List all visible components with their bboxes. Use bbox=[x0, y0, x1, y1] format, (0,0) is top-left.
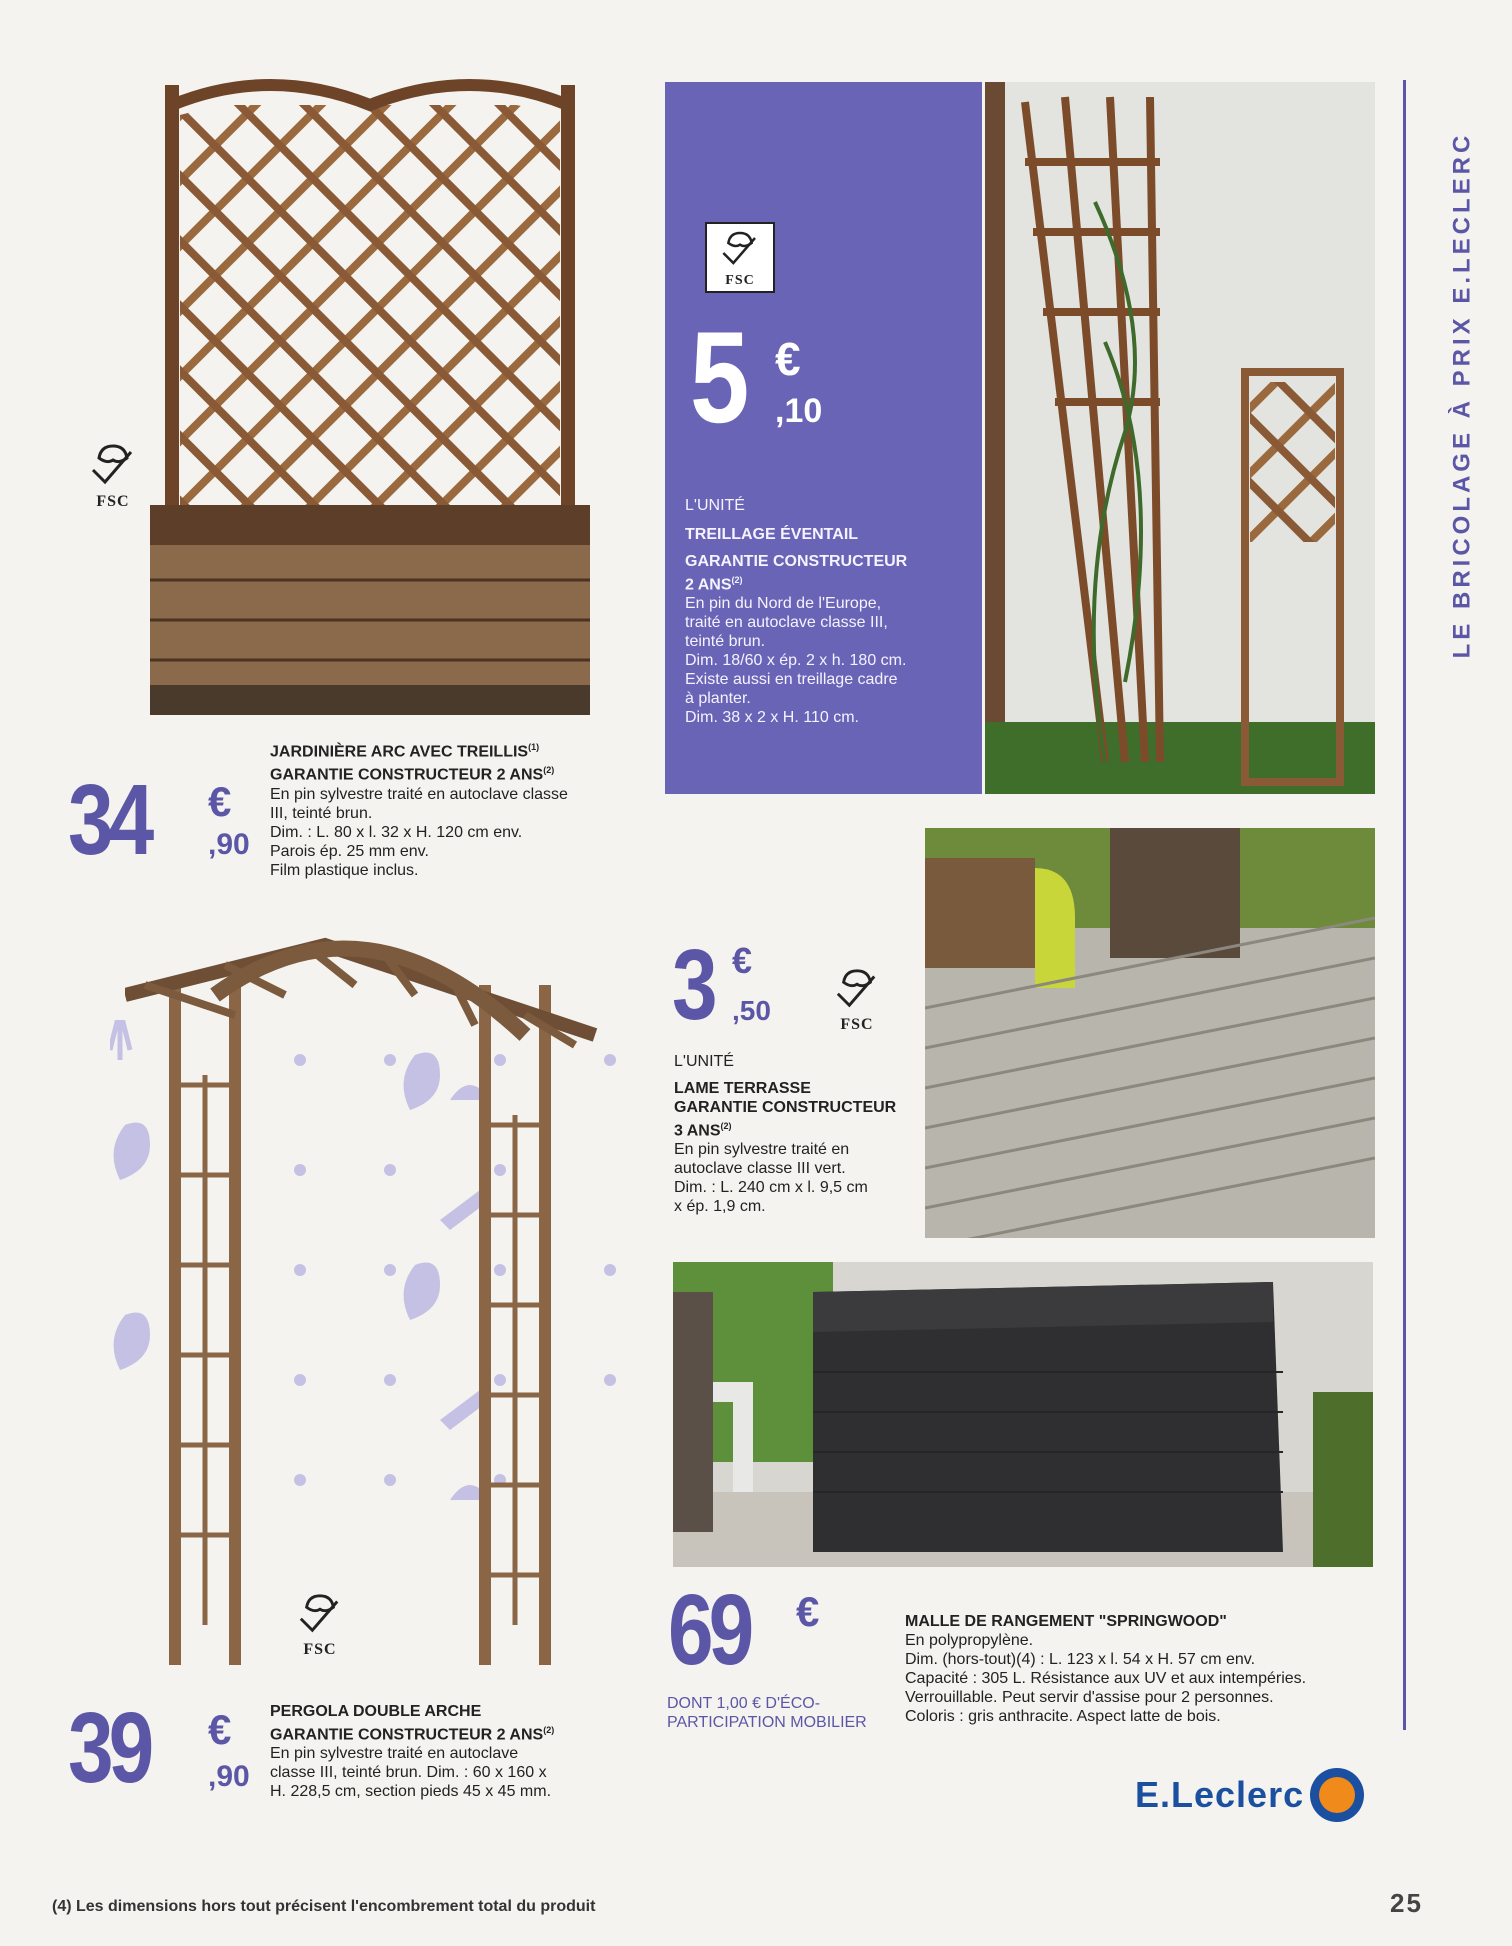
leclerc-logo: E.Leclerc bbox=[1135, 1768, 1364, 1822]
fsc-logo: FSC bbox=[705, 222, 775, 293]
eco-participation: DONT 1,00 € D'ÉCO- PARTICIPATION MOBILIER bbox=[667, 1695, 867, 1731]
leclerc-roundel-icon bbox=[1310, 1768, 1364, 1822]
fsc-tree-icon bbox=[83, 440, 143, 488]
price-pergola: 39 € ,90 bbox=[68, 1692, 250, 1804]
footnote: (4) Les dimensions hors tout précisent l'encombrement total du produit bbox=[52, 1898, 596, 1915]
deck-photo bbox=[925, 828, 1375, 1238]
fsc-tree-icon bbox=[710, 228, 770, 268]
desc-treillage: L'UNITÉ TREILLAGE ÉVENTAIL GARANTIE CONSTRUCTEUR 2 ANS$^{(2)}$ En pin du Nord de l'Europe, traité en autoclave classe III, teinté brun. Dim. 18/60 x ép. 2 x h. 180 cm. Existe aussi en treillage cadre à planter. Dim. 38 x 2 x H. 110 cm. bbox=[685, 497, 908, 727]
side-rule bbox=[1403, 80, 1406, 1730]
side-title: LE BRICOLAGE À PRIX E.LECLERC bbox=[1448, 131, 1476, 659]
price-treillage: 5 € ,10 bbox=[690, 304, 823, 450]
pergola-image bbox=[125, 925, 605, 1695]
page-number: 25 bbox=[1390, 1888, 1423, 1918]
price-malle: 69 € bbox=[668, 1574, 820, 1686]
desc-lame: L'UNITÉ LAME TERRASSE GARANTIE CONSTRUCTEUR 3 ANS$^{(2)}$ En pin sylvestre traité en autoclave classe III vert. Dim. : L. 240 cm x l. 9,5 cm x ép. 1,9 cm. bbox=[674, 1053, 897, 1216]
malle-photo bbox=[673, 1262, 1373, 1567]
jardiniere-image bbox=[150, 75, 590, 725]
desc-pergola: PERGOLA DOUBLE ARCHE GARANTIE CONSTRUCTEUR 2 ANS$^{(2)}$ En pin sylvestre traité en autoclave classe III, teinté brun. Dim. : 60 x 160 x H. 228,5 cm, section pieds 45 x 45 mm. bbox=[270, 1703, 555, 1801]
desc-malle: MALLE DE RANGEMENT "SPRINGWOOD" En polypropylène. Dim. (hors-tout)(4) : L. 123 x l. 54 x H. 57 cm env. Capacité : 305 L. Résistance aux UV et aux intempéries. Verrouillable. Peut servir d'assise pour 2 personnes. Coloris : gris anthracite. Aspect latte de bois. bbox=[905, 1613, 1307, 1725]
treillage-panel bbox=[665, 82, 982, 794]
fsc-logo: FSC bbox=[78, 440, 148, 511]
price-jardiniere: 34 € ,90 bbox=[68, 764, 250, 876]
price-lame: 3 € ,50 bbox=[672, 929, 771, 1041]
fsc-tree-icon bbox=[827, 965, 887, 1011]
fsc-tree-icon bbox=[290, 1590, 350, 1636]
fsc-logo: FSC bbox=[822, 965, 892, 1034]
treillage-photo bbox=[985, 82, 1375, 794]
fsc-logo: FSC bbox=[285, 1590, 355, 1659]
desc-jardiniere: JARDINIÈRE ARC AVEC TREILLIS$^{(1)}$ GARANTIE CONSTRUCTEUR 2 ANS$^{(2)}$ En pin sylvestre traité en autoclave classe III, teinté brun. Dim. : L. 80 x l. 32 x H. 120 cm env. Parois ép. 25 mm env. Film plastique inclus. bbox=[270, 742, 568, 879]
